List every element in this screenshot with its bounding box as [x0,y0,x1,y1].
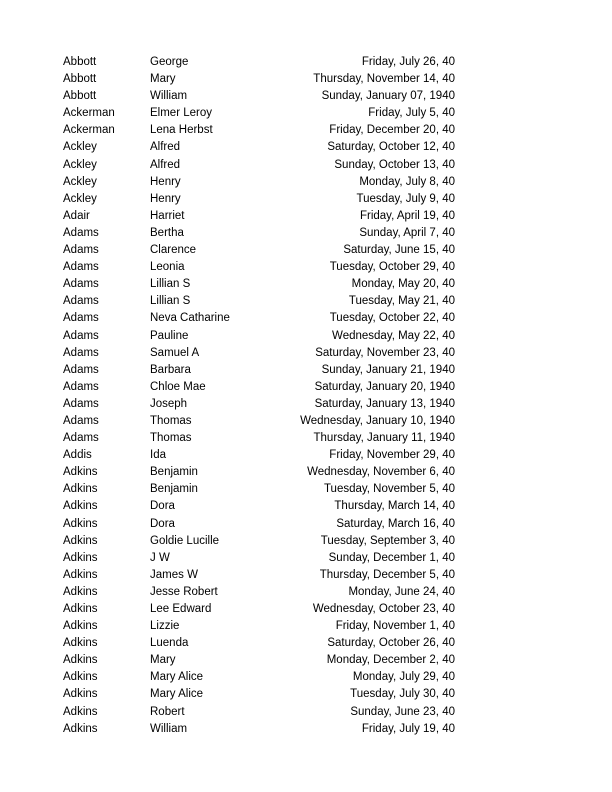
first-name-cell: George [150,56,189,68]
first-name-cell: Goldie Lucille [150,534,220,547]
date-cell: Friday, July 26, 40 [361,56,455,68]
table-row [63,498,455,515]
first-name-cell: Mary Alice [150,671,204,684]
table-row [63,345,455,362]
table-row [63,652,455,669]
first-name-cell: Henry [150,175,181,188]
last-name-cell: Adams [63,226,99,239]
first-name-cell: Elmer Leroy [150,107,212,120]
table-row [63,310,455,327]
table-row [63,54,455,71]
last-name-cell: Adkins [63,688,98,701]
first-name-cell: Ida [150,449,166,462]
first-name-cell: Robert [150,705,185,718]
last-name-cell: Adams [63,432,99,445]
last-name-cell: Adams [63,278,99,291]
first-name-cell: Samuel A [150,346,200,359]
first-name-cell: Barbara [150,363,191,376]
table-row [63,447,455,464]
date-cell: Saturday, March 16, 40 [336,517,455,530]
date-cell: Sunday, January 07, 1940 [321,90,455,103]
first-name-cell: Pauline [150,329,189,342]
table-row [63,686,455,703]
last-name-cell: Adkins [63,483,98,496]
date-cell: Saturday, January 13, 1940 [314,397,455,410]
first-name-cell: Neva Catharine [150,312,230,325]
table-row [63,105,455,122]
date-cell: Friday, April 19, 40 [359,209,455,222]
date-cell: Tuesday, September 3, 40 [320,534,455,547]
last-name-cell: Ackley [63,175,97,188]
first-name-cell: Lizzie [150,620,180,633]
last-name-cell: Adkins [63,517,98,530]
table-row [63,276,455,293]
table-row [63,618,455,635]
table-row [63,533,455,550]
last-name-cell: Adams [63,346,99,359]
date-cell: Friday, July 5, 40 [368,107,455,120]
first-name-cell: William [150,722,188,735]
date-cell: Monday, July 29, 40 [352,671,455,684]
date-cell: Thursday, January 11, 1940 [313,432,455,445]
last-name-cell: Adkins [63,534,98,547]
date-cell: Friday, November 29, 40 [329,449,455,462]
first-name-cell: Benjamin [150,466,198,479]
first-name-cell: Lillian S [150,278,191,291]
table-row [63,721,455,738]
date-cell: Wednesday, October 23, 40 [312,603,455,615]
date-cell: Sunday, January 21, 1940 [321,363,455,376]
date-cell: Sunday, April 7, 40 [359,226,455,239]
date-cell: Tuesday, July 9, 40 [356,192,455,205]
last-name-cell: Adkins [63,620,98,633]
last-name-cell: Ackerman [63,124,115,137]
first-name-cell: Dora [150,500,175,513]
date-cell: Thursday, November 14, 40 [313,73,455,86]
first-name-cell: Alfred [150,158,181,171]
last-name-cell: Adkins [63,500,98,513]
date-cell: Saturday, January 20, 1940 [314,380,455,393]
table-row [63,122,455,139]
last-name-cell: Adkins [63,568,98,581]
last-name-cell: Abbott [63,90,97,103]
table-row [63,413,455,430]
date-cell: Thursday, December 5, 40 [319,568,455,581]
table-row [63,584,455,601]
table-row [63,601,455,618]
table-row [63,88,455,105]
last-name-cell: Adair [63,209,90,222]
first-name-cell: Luenda [150,637,189,650]
date-cell: Saturday, October 12, 40 [327,141,455,154]
date-cell: Sunday, December 1, 40 [328,551,455,564]
last-name-cell: Adams [63,244,99,257]
date-cell: Monday, July 8, 40 [359,175,455,188]
last-name-cell: Abbott [63,73,97,86]
table-row [63,516,455,533]
table-row [63,242,455,259]
date-cell: Friday, July 19, 40 [361,722,455,735]
table-row [63,396,455,413]
last-name-cell: Ackerman [63,107,115,120]
table-row [63,328,455,345]
first-name-cell: Lillian S [150,295,191,308]
first-name-cell: Harriet [150,209,185,222]
last-name-cell: Adkins [63,637,98,650]
table-row [63,293,455,310]
date-cell: Tuesday, October 22, 40 [329,312,455,325]
first-name-cell: Lee Edward [150,603,212,615]
date-cell: Tuesday, October 29, 40 [329,261,455,274]
first-name-cell: Bertha [150,226,184,239]
table-row [63,139,455,156]
table-row [63,208,455,225]
date-cell: Friday, November 1, 40 [335,620,455,633]
first-name-cell: James W [150,568,198,581]
last-name-cell: Adams [63,295,99,308]
date-cell: Wednesday, November 6, 40 [307,466,455,479]
first-name-cell: Chloe Mae [150,380,206,393]
last-name-cell: Adkins [63,654,98,667]
table-row [63,174,455,191]
table-row [63,704,455,721]
first-name-cell: Benjamin [150,483,198,496]
last-name-cell: Adkins [63,466,98,479]
last-name-cell: Adams [63,261,99,274]
first-name-cell: Clarence [150,244,197,257]
date-cell: Tuesday, November 5, 40 [323,483,455,496]
date-cell: Monday, May 20, 40 [351,278,455,291]
date-cell: Saturday, June 15, 40 [343,244,455,257]
last-name-cell: Adkins [63,705,98,718]
date-cell: Tuesday, July 30, 40 [350,688,455,701]
last-name-cell: Adkins [63,671,98,684]
first-name-cell: Alfred [150,141,181,154]
date-cell: Sunday, October 13, 40 [334,158,455,171]
last-name-cell: Abbott [63,56,97,68]
first-name-cell: Mary [150,73,176,86]
first-name-cell: Thomas [150,414,192,427]
table-row [63,71,455,88]
last-name-cell: Adams [63,397,99,410]
table-row [63,669,455,686]
date-cell: Sunday, June 23, 40 [350,705,455,718]
first-name-cell: J W [150,551,170,564]
first-name-cell: Henry [150,192,181,205]
first-name-cell: Jesse Robert [150,585,218,598]
last-name-cell: Adams [63,312,99,325]
last-name-cell: Addis [63,449,92,462]
last-name-cell: Adkins [63,585,98,598]
date-cell: Wednesday, January 10, 1940 [300,414,455,427]
table-row [63,191,455,208]
first-name-cell: William [150,90,188,103]
date-cell: Friday, December 20, 40 [329,124,455,137]
first-name-cell: Leonia [150,261,185,274]
table-row [63,362,455,379]
date-cell: Monday, December 2, 40 [326,654,455,667]
table-row [63,550,455,567]
date-cell: Monday, June 24, 40 [348,585,455,598]
date-cell: Thursday, March 14, 40 [334,500,455,513]
last-name-cell: Ackley [63,192,97,205]
first-name-cell: Dora [150,517,175,530]
last-name-cell: Adkins [63,603,98,615]
date-cell: Saturday, November 23, 40 [315,346,455,359]
table-row [63,481,455,498]
date-cell: Tuesday, May 21, 40 [348,295,455,308]
table-row [63,379,455,396]
first-name-cell: Lena Herbst [150,124,213,137]
last-name-cell: Adams [63,329,99,342]
last-name-cell: Ackley [63,141,97,154]
last-name-cell: Adkins [63,722,98,735]
table-row [63,464,455,481]
date-cell: Wednesday, May 22, 40 [332,329,455,342]
first-name-cell: Mary [150,654,176,667]
last-name-cell: Ackley [63,158,97,171]
date-cell: Saturday, October 26, 40 [327,637,455,650]
first-name-cell: Mary Alice [150,688,204,701]
table-row [63,259,455,276]
last-name-cell: Adams [63,363,99,376]
table-row [63,225,455,242]
last-name-cell: Adams [63,380,99,393]
name-date-list [63,54,455,738]
table-row [63,567,455,584]
first-name-cell: Joseph [150,397,188,410]
last-name-cell: Adkins [63,551,98,564]
first-name-cell: Thomas [150,432,192,445]
last-name-cell: Adams [63,414,99,427]
table-row [63,635,455,652]
table-row [63,430,455,447]
table-row [63,157,455,174]
